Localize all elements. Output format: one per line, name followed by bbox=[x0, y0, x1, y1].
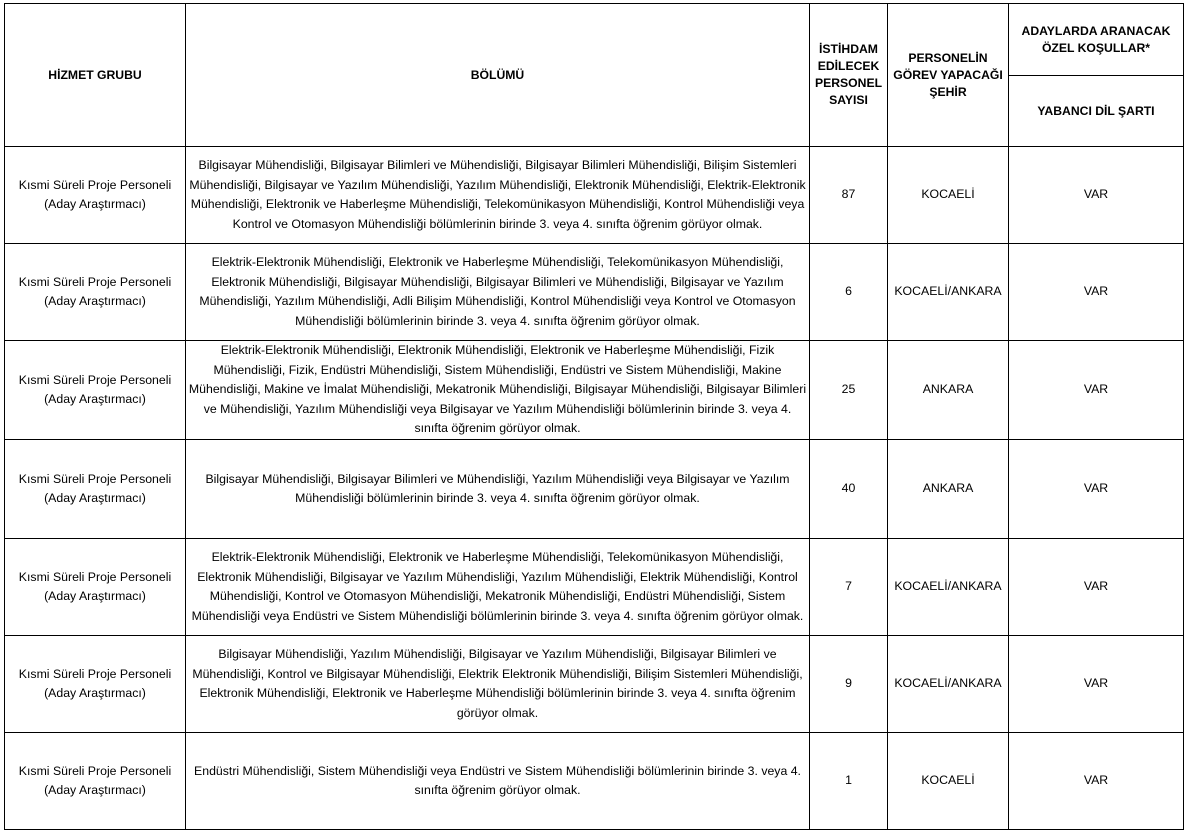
language-cell: VAR bbox=[1009, 440, 1184, 539]
language-cell: VAR bbox=[1009, 733, 1184, 830]
department-cell: Elektrik-Elektronik Mühendisliği, Elektronik Mühendisliği, Elektronik ve Haberleşme Mühendisliği, Fizik Mühendisliği, Fizik, Endüstri Mühendisliği, Sistem Mühendisliği, Endüstri ve Sistem Mühendisliği, Makine Mühendisliği, Makine ve İmalat Mühendisliği, Mekatronik Mühendisliği, Bilgisayar Mühendisliği, Bilgisayar Bilimleri ve Mühendisliği, Yazılım Mühendisliği veya Bilgisayar ve Yazılım Mühendisliği bölümlerinin birinde 3. veya 4. sınıfta öğrenim görüyor olmak. bbox=[186, 341, 810, 440]
header-yabanci-dil: YABANCI DİL ŞARTI bbox=[1009, 76, 1184, 147]
header-istihdam: İSTİHDAM EDİLECEK PERSONEL SAYISI bbox=[810, 4, 888, 147]
department-cell: Bilgisayar Mühendisliği, Bilgisayar Bilimleri ve Mühendisliği, Bilgisayar Bilimleri Mühendisliği, Bilişim Sistemleri Mühendisliği, Bilgisayar ve Yazılım Mühendisliği, Yazılım Mühendisliği, Elektronik Mühendisliği, Elektrik-Elektronik Mühendisliği, Elektronik ve Haberleşme Mühendisliği, Telekomünikasyon Mühendisliği, Kontrol Mühendisliği veya Kontrol ve Otomasyon Mühendisliği bölümlerinin birinde 3. veya 4. sınıfta öğrenim görüyor olmak. bbox=[186, 147, 810, 244]
header-ozel-kosullar: ADAYLARDA ARANACAK ÖZEL KOŞULLAR* bbox=[1009, 4, 1184, 76]
department-cell: Bilgisayar Mühendisliği, Bilgisayar Bilimleri ve Mühendisliği, Yazılım Mühendisliği veya Bilgisayar ve Yazılım Mühendisliği bölümlerinin birinde 3. veya 4. sınıfta öğrenim görüyor olmak. bbox=[186, 440, 810, 539]
table-body bbox=[5, 147, 1184, 830]
table-row bbox=[5, 733, 1184, 830]
city-cell: KOCAELİ/ANKARA bbox=[888, 539, 1009, 636]
language-cell: VAR bbox=[1009, 244, 1184, 341]
group-cell: Kısmi Süreli Proje Personeli (Aday Araştırmacı) bbox=[5, 539, 186, 636]
language-cell: VAR bbox=[1009, 147, 1184, 244]
table-row bbox=[5, 244, 1184, 341]
count-cell: 1 bbox=[810, 733, 888, 830]
table-row bbox=[5, 440, 1184, 539]
city-cell: ANKARA bbox=[888, 341, 1009, 440]
count-cell: 87 bbox=[810, 147, 888, 244]
department-cell: Elektrik-Elektronik Mühendisliği, Elektronik ve Haberleşme Mühendisliği, Telekomünikasyon Mühendisliği, Elektronik Mühendisliği, Bilgisayar Mühendisliği, Bilgisayar Bilimleri ve Mühendisliği, Bilgisayar ve Yazılım Mühendisliği, Yazılım Mühendisliği, Adli Bilişim Mühendisliği, Kontrol Mühendisliği veya Kontrol ve Otomasyon Mühendisliği bölümlerinin birinde 3. veya 4. sınıfta öğrenim görüyor olmak. bbox=[186, 244, 810, 341]
header-sehir: PERSONELİN GÖREV YAPACAĞI ŞEHİR bbox=[888, 4, 1009, 147]
department-cell: Bilgisayar Mühendisliği, Yazılım Mühendisliği, Bilgisayar ve Yazılım Mühendisliği, Bilgisayar Bilimleri ve Mühendisliği, Kontrol ve Bilgisayar Mühendisliği, Elektrik Elektronik Mühendisliği, Bilişim Sistemleri Mühendisliği, Elektronik Mühendisliği, Elektronik ve Haberleşme Mühendisliği bölümlerinin birinde 3. veya 4. sınıfta öğrenim görüyor olmak. bbox=[186, 636, 810, 733]
group-cell: Kısmi Süreli Proje Personeli (Aday Araştırmacı) bbox=[5, 244, 186, 341]
personnel-table bbox=[4, 3, 1184, 830]
city-cell: KOCAELİ/ANKARA bbox=[888, 636, 1009, 733]
header-bolumu: BÖLÜMÜ bbox=[186, 4, 810, 147]
city-cell: KOCAELİ bbox=[888, 733, 1009, 830]
group-cell: Kısmi Süreli Proje Personeli (Aday Araştırmacı) bbox=[5, 636, 186, 733]
department-cell: Endüstri Mühendisliği, Sistem Mühendisliği veya Endüstri ve Sistem Mühendisliği bölümlerinin birinde 3. veya 4. sınıfta öğrenim görüyor olmak. bbox=[186, 733, 810, 830]
language-cell: VAR bbox=[1009, 341, 1184, 440]
header-hizmet-grubu: HİZMET GRUBU bbox=[5, 4, 186, 147]
table-row bbox=[5, 636, 1184, 733]
count-cell: 25 bbox=[810, 341, 888, 440]
group-cell: Kısmi Süreli Proje Personeli (Aday Araştırmacı) bbox=[5, 341, 186, 440]
group-cell: Kısmi Süreli Proje Personeli (Aday Araştırmacı) bbox=[5, 440, 186, 539]
city-cell: ANKARA bbox=[888, 440, 1009, 539]
header-row bbox=[5, 4, 1184, 76]
table-header bbox=[5, 4, 1184, 147]
language-cell: VAR bbox=[1009, 636, 1184, 733]
group-cell: Kısmi Süreli Proje Personeli (Aday Araştırmacı) bbox=[5, 733, 186, 830]
count-cell: 7 bbox=[810, 539, 888, 636]
count-cell: 9 bbox=[810, 636, 888, 733]
table-row bbox=[5, 539, 1184, 636]
city-cell: KOCAELİ/ANKARA bbox=[888, 244, 1009, 341]
city-cell: KOCAELİ bbox=[888, 147, 1009, 244]
table-row bbox=[5, 341, 1184, 440]
group-cell: Kısmi Süreli Proje Personeli (Aday Araştırmacı) bbox=[5, 147, 186, 244]
department-cell: Elektrik-Elektronik Mühendisliği, Elektronik ve Haberleşme Mühendisliği, Telekomünikasyon Mühendisliği, Elektronik Mühendisliği, Bilgisayar ve Yazılım Mühendisliği, Yazılım Mühendisliği, Elektrik Mühendisliği, Kontrol Mühendisliği, Kontrol ve Otomasyon Mühendisliği, Mekatronik Mühendisliği, Endüstri Mühendisliği, Sistem Mühendisliği veya Endüstri ve Sistem Mühendisliği bölümlerinin birinde 3. veya 4. sınıfta öğrenim görüyor olmak. bbox=[186, 539, 810, 636]
count-cell: 40 bbox=[810, 440, 888, 539]
table-row bbox=[5, 147, 1184, 244]
count-cell: 6 bbox=[810, 244, 888, 341]
language-cell: VAR bbox=[1009, 539, 1184, 636]
